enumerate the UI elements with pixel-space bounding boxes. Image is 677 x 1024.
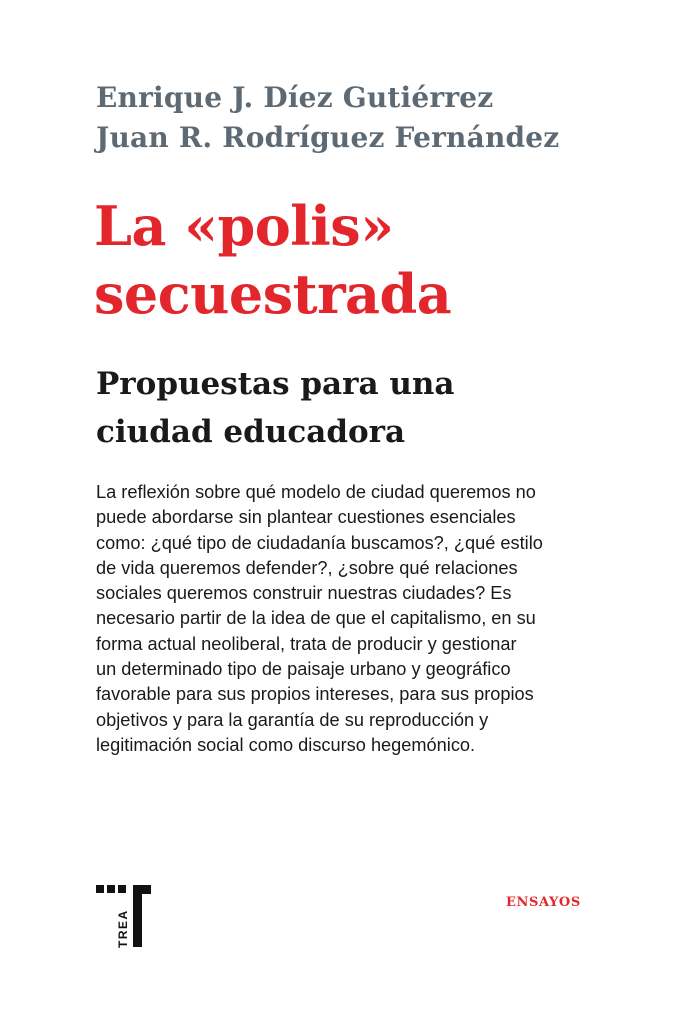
book-title <box>94 192 654 328</box>
subtitle-line: Propuestas para una <box>96 366 455 402</box>
subtitle-line: ciudad educadora <box>96 414 406 450</box>
logo-square-icon <box>118 885 126 893</box>
author-name: Juan R. Rodríguez Fernández <box>96 121 560 154</box>
blurb-line: necesario partir de la idea de que el capitalismo, en su <box>96 608 536 629</box>
blurb-line: legitimación social como discurso hegemónico. <box>96 734 476 755</box>
logo-t-bar-icon <box>142 885 151 894</box>
logo-square-icon <box>96 885 104 893</box>
blurb-line: sociales queremos construir nuestras ciudades? Es <box>96 583 512 604</box>
logo-square-icon <box>107 885 115 893</box>
blurb-line: favorable para sus propios intereses, para sus propios <box>96 684 534 705</box>
authors-block <box>96 78 636 158</box>
blurb-line: un determinado tipo de paisaje urbano y geográfico <box>96 659 511 680</box>
series-label: ENSAYOS <box>506 895 581 910</box>
logo-t-stem-icon <box>133 885 142 947</box>
blurb-line: objetivos y para la garantía de su reproducción y <box>96 709 489 730</box>
blurb-line: forma actual neoliberal, trata de producir y gestionar <box>96 633 517 654</box>
blurb-text <box>96 480 616 758</box>
blurb-line: La reflexión sobre qué modelo de ciudad queremos no <box>96 482 536 502</box>
publisher-name: TREA <box>116 909 130 948</box>
book-subtitle <box>96 360 656 456</box>
title-line: secuestrada <box>94 262 452 326</box>
blurb-line: como: ¿qué tipo de ciudadanía buscamos?, ¿qué estilo <box>96 532 543 553</box>
blurb-line: puede abordarse sin plantear cuestiones esenciales <box>96 507 516 528</box>
author-name: Enrique J. Díez Gutiérrez <box>96 81 494 114</box>
blurb-line: de vida queremos defender?, ¿sobre qué relaciones <box>96 557 518 578</box>
publisher-logo <box>96 885 156 955</box>
title-line: La «polis» <box>94 194 394 258</box>
